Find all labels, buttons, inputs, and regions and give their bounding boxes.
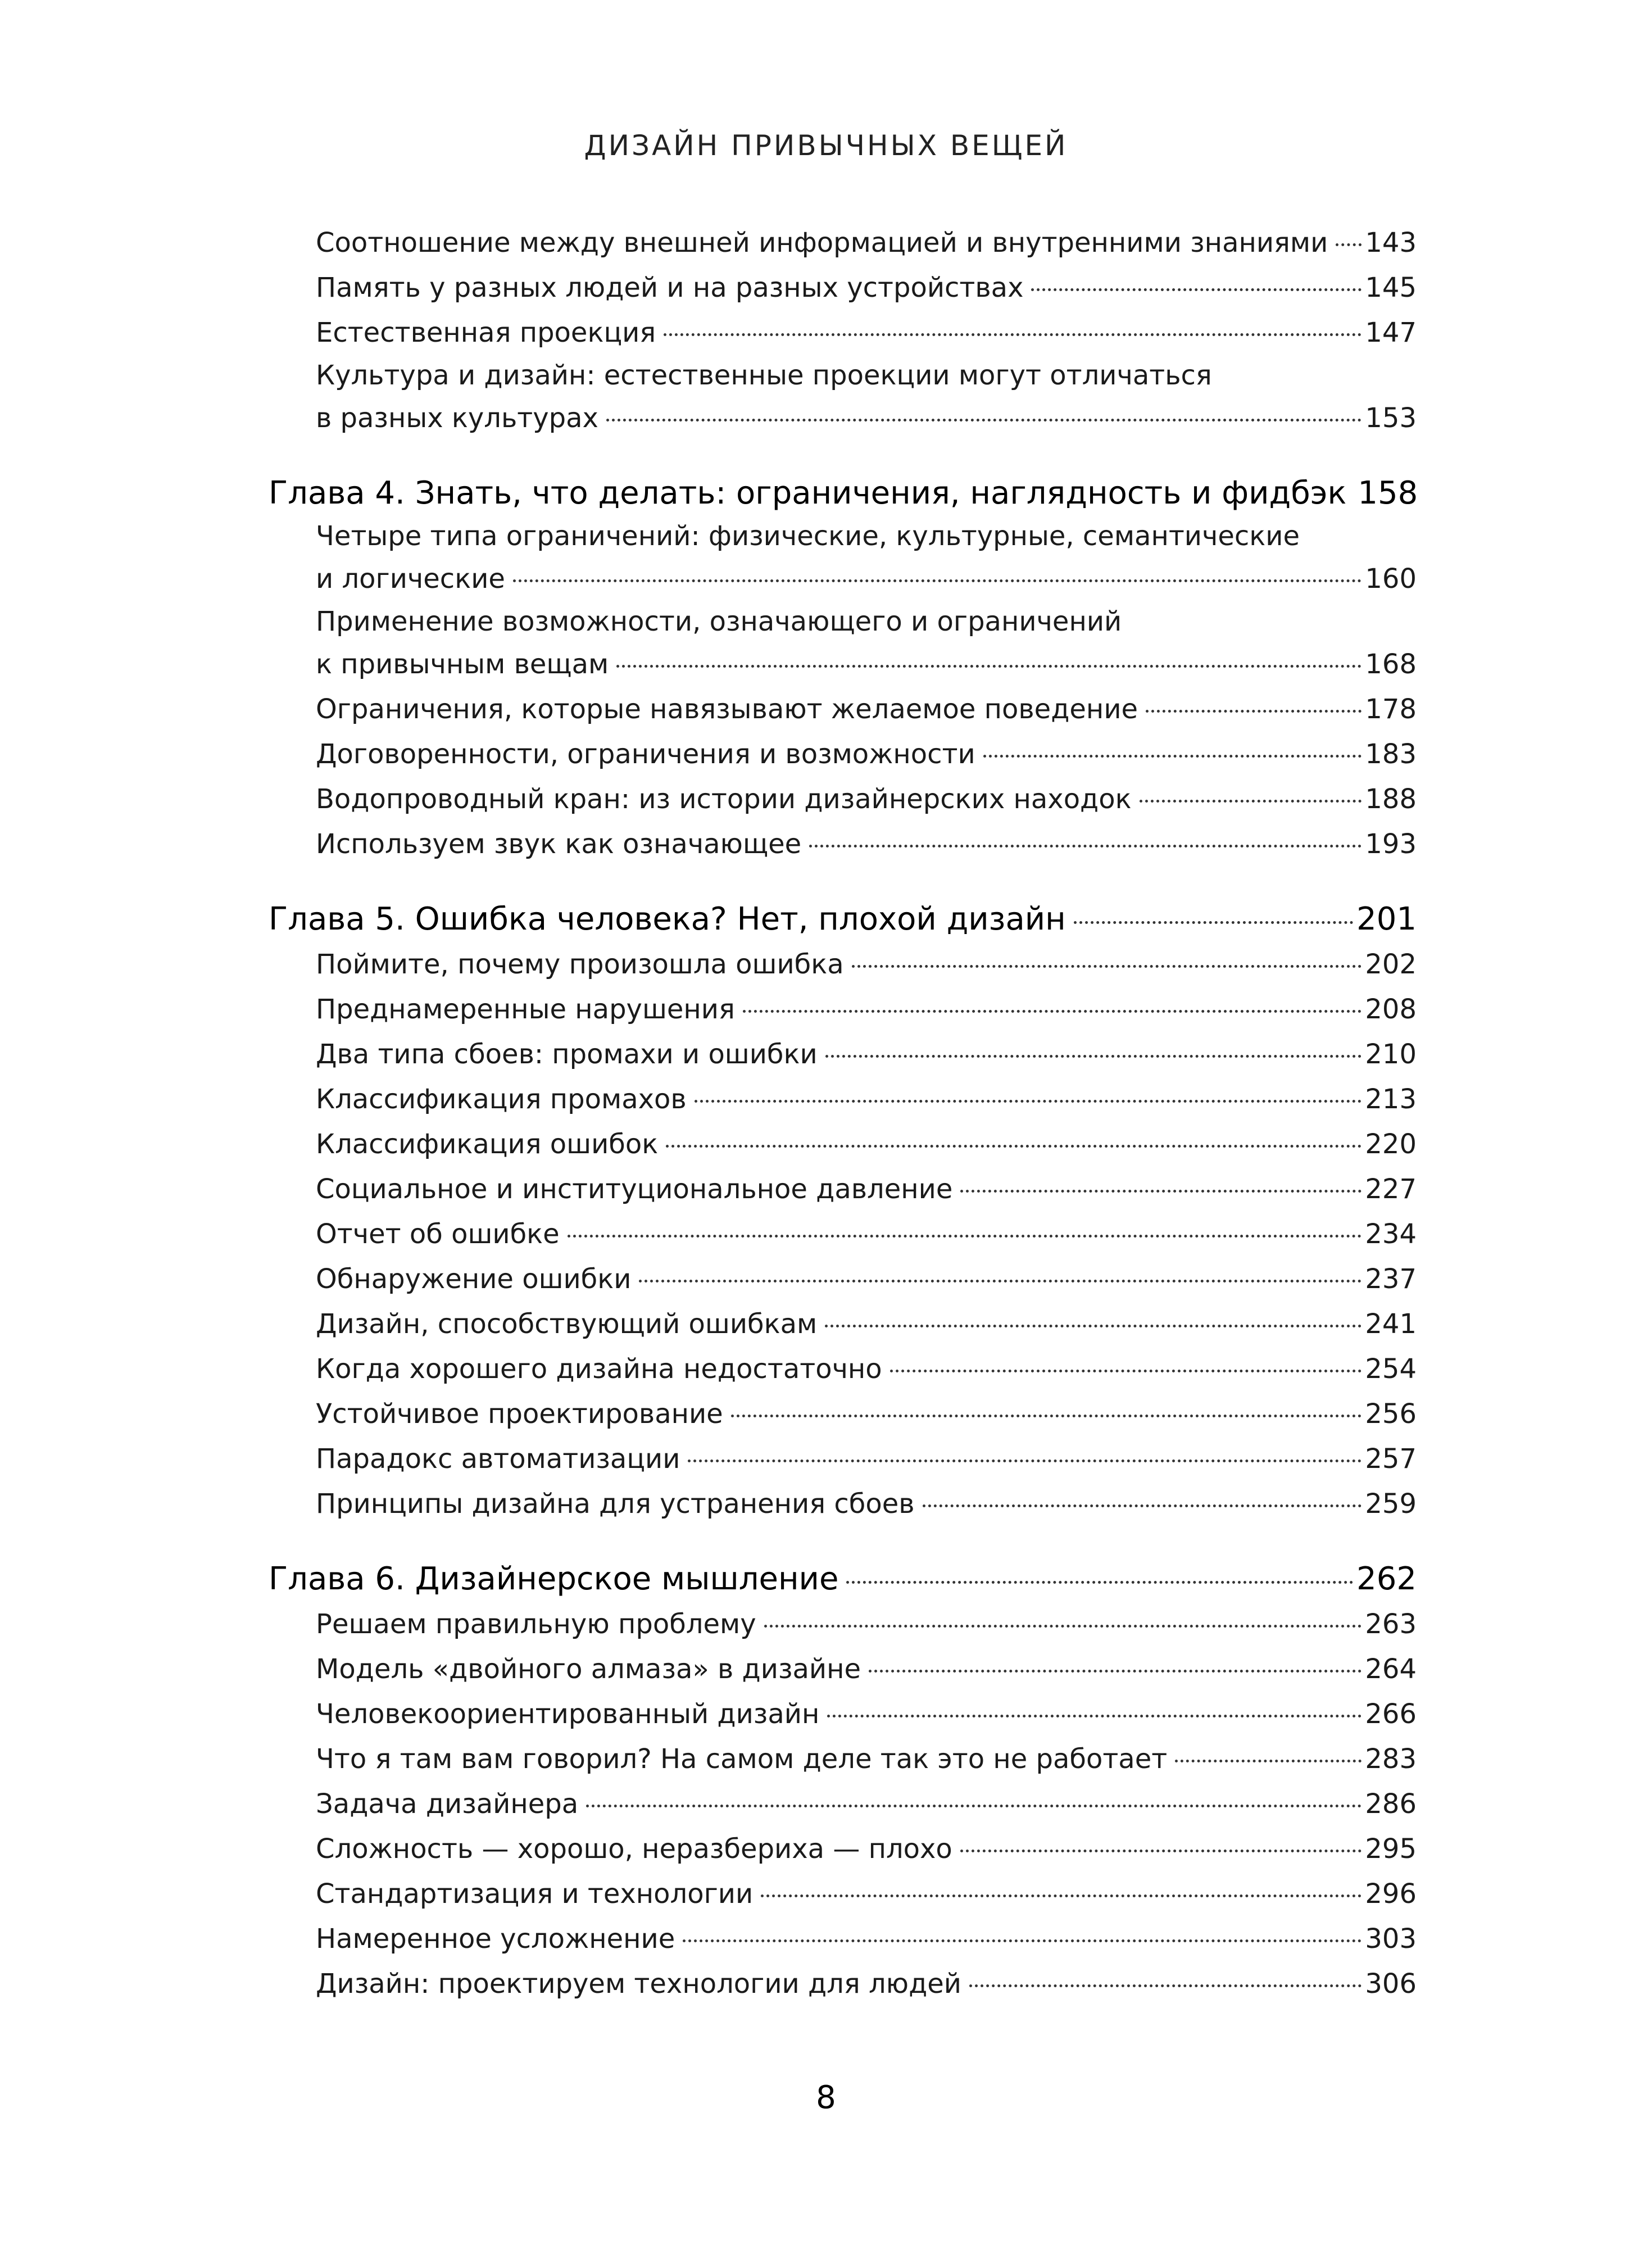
toc-entry-title: Классификация ошибок (316, 1128, 659, 1160)
toc-entry[interactable] (269, 1737, 1417, 1782)
toc-entry-title: Парадокс автоматизации (316, 1443, 680, 1475)
toc-entry-title: Поймите, почему произошла ошибка (316, 949, 844, 980)
toc-entry-page: 254 (1365, 1353, 1417, 1385)
toc-entry-page: 306 (1365, 1968, 1417, 2000)
running-title: ДИЗАЙН ПРИВЫЧНЫХ ВЕЩЕЙ (584, 129, 1068, 162)
toc-entry-page: 210 (1365, 1039, 1417, 1070)
dot-leader (1074, 921, 1353, 924)
dot-leader (1140, 800, 1362, 803)
toc-entry[interactable] (269, 1692, 1417, 1737)
toc-entry-title: Решаем правильную проблему (316, 1608, 756, 1640)
toc-chapter-4[interactable] (269, 471, 1417, 516)
toc-entry[interactable] (269, 220, 1417, 265)
toc-entry-page: 237 (1365, 1263, 1417, 1295)
toc-entry-title-line1: Четыре типа ограничений: физические, культурные, семантические (316, 520, 1300, 552)
toc-entry[interactable] (269, 942, 1417, 987)
dot-leader (695, 1100, 1362, 1103)
dot-leader (1146, 710, 1361, 713)
toc-entry-title: и логические (316, 563, 505, 595)
dot-leader (825, 1055, 1362, 1058)
toc-entry[interactable] (269, 1257, 1417, 1302)
toc-entry[interactable] (269, 516, 1417, 601)
dot-leader (606, 419, 1361, 422)
toc-entry-title: Отчет об ошибке (316, 1218, 560, 1250)
toc-entry-page: 283 (1365, 1743, 1417, 1775)
toc-entry-title: Классификация промахов (316, 1084, 687, 1115)
toc-entry[interactable] (269, 310, 1417, 355)
chapter-title: Глава 5. Ошибка человека? Нет, плохой дизайн (269, 901, 1066, 937)
chapter-page: 158 (1358, 475, 1418, 511)
toc-entry[interactable] (269, 1167, 1417, 1212)
toc-entry[interactable] (269, 1602, 1417, 1647)
toc-entry-title: Когда хорошего дизайна недостаточно (316, 1353, 882, 1385)
toc-entry-page: 296 (1365, 1878, 1417, 1910)
toc-entry-title: Соотношение между внешней информацией и внутренними знаниями (316, 227, 1328, 259)
toc-entry-page: 227 (1365, 1173, 1417, 1205)
toc-entry[interactable] (269, 1077, 1417, 1122)
toc-entry-page: 143 (1365, 227, 1417, 259)
toc-entry-page: 202 (1365, 949, 1417, 980)
toc-entry-page: 266 (1365, 1698, 1417, 1730)
dot-leader (683, 1939, 1361, 1942)
dot-leader (764, 1625, 1362, 1628)
toc-entry-page: 220 (1365, 1128, 1417, 1160)
chapter-title: Глава 6. Дизайнерское мышление (269, 1561, 839, 1597)
chapter-title: Глава 4. Знать, что делать: ограничения, наглядность и фидбэк (269, 475, 1347, 511)
toc-entry[interactable] (269, 1961, 1417, 2006)
toc-entry-page: 183 (1365, 738, 1417, 770)
dot-leader (960, 1850, 1362, 1852)
dot-leader (1175, 1760, 1361, 1762)
dot-leader (1031, 288, 1361, 291)
dot-leader (568, 1235, 1362, 1238)
chapter-page: 262 (1356, 1561, 1417, 1597)
toc-entry-page: 259 (1365, 1488, 1417, 1520)
toc-entry-page: 241 (1365, 1308, 1417, 1340)
dot-leader (827, 1715, 1361, 1717)
toc-entry-title: Принципы дизайна для устранения сбоев (316, 1488, 915, 1520)
toc-entry[interactable] (269, 1916, 1417, 1961)
dot-leader (688, 1460, 1361, 1462)
toc-entry[interactable] (269, 1871, 1417, 1916)
toc-entry[interactable] (269, 1122, 1417, 1167)
dot-leader (664, 333, 1361, 336)
toc-chapter-5[interactable] (269, 897, 1417, 942)
dot-leader (616, 665, 1361, 668)
toc-chapter-6[interactable] (269, 1557, 1417, 1602)
toc-entry[interactable] (269, 732, 1417, 777)
toc-entry[interactable] (269, 355, 1417, 441)
toc-entry-page: 295 (1365, 1833, 1417, 1865)
toc-entry[interactable] (269, 1302, 1417, 1347)
toc-entry-page: 263 (1365, 1608, 1417, 1640)
dot-leader (890, 1370, 1362, 1372)
dot-leader (983, 755, 1362, 758)
toc-entry-page: 193 (1365, 828, 1417, 860)
toc-entry-title: Социальное и институциональное давление (316, 1173, 953, 1205)
dot-leader (923, 1504, 1362, 1507)
dot-leader (960, 1190, 1361, 1193)
dot-leader (513, 579, 1361, 582)
toc-entry-title: Человекоориентированный дизайн (316, 1698, 820, 1730)
toc-entry-page: 160 (1365, 563, 1417, 595)
toc-entry-page: 208 (1365, 994, 1417, 1025)
dot-leader (969, 1984, 1361, 1987)
toc-entry[interactable] (269, 1032, 1417, 1077)
toc-entry[interactable] (269, 265, 1417, 310)
toc-entry-title: в разных культурах (316, 402, 598, 434)
toc-entry-title: Намеренное усложнение (316, 1923, 675, 1955)
toc-entry[interactable] (269, 1827, 1417, 1871)
dot-leader (846, 1581, 1353, 1584)
dot-leader (666, 1145, 1361, 1148)
toc-entry-page: 256 (1365, 1398, 1417, 1430)
toc-entry-title: Ограничения, которые навязывают желаемое поведение (316, 694, 1138, 725)
toc-entry-page: 234 (1365, 1218, 1417, 1250)
toc-entry-title: Задача дизайнера (316, 1788, 579, 1820)
toc-entry[interactable] (269, 687, 1417, 732)
toc-entry-title: Обнаружение ошибки (316, 1263, 632, 1295)
toc-entry[interactable] (269, 1481, 1417, 1526)
toc-entry-title: Договоренности, ограничения и возможности (316, 738, 975, 770)
toc-entry-page: 147 (1365, 317, 1417, 348)
toc-entry-page: 264 (1365, 1653, 1417, 1685)
dot-leader (825, 1325, 1361, 1327)
toc-entry[interactable] (269, 1347, 1417, 1392)
toc-entry[interactable] (269, 1647, 1417, 1692)
dot-leader (852, 965, 1362, 968)
toc-entry-title-line1: Применение возможности, означающего и ограничений (316, 606, 1122, 637)
dot-leader (869, 1670, 1361, 1673)
toc-entry-page: 168 (1365, 649, 1417, 680)
toc-entry-title-line1: Культура и дизайн: естественные проекции могут отличаться (316, 360, 1212, 391)
toc-entry-page: 257 (1365, 1443, 1417, 1475)
dot-leader (731, 1415, 1362, 1417)
toc-entry[interactable] (269, 987, 1417, 1032)
toc-entry-title: к привычным вещам (316, 649, 609, 680)
table-of-contents (269, 220, 1417, 2006)
toc-entry-title: Используем звук как означающее (316, 828, 802, 860)
toc-entry-title: Дизайн: проектируем технологии для людей (316, 1968, 961, 2000)
toc-entry-title: Дизайн, способствующий ошибкам (316, 1308, 818, 1340)
toc-entry[interactable] (269, 1436, 1417, 1481)
toc-entry-page: 286 (1365, 1788, 1417, 1820)
toc-entry-title: Естественная проекция (316, 317, 656, 348)
dot-leader (761, 1895, 1361, 1897)
page-number: 8 (816, 2079, 836, 2116)
toc-entry-title: Память у разных людей и на разных устройствах (316, 272, 1024, 303)
toc-entry-title: Преднамеренные нарушения (316, 994, 735, 1025)
toc-entry[interactable] (269, 1212, 1417, 1257)
toc-entry[interactable] (269, 822, 1417, 867)
dot-leader (639, 1280, 1361, 1282)
toc-entry[interactable] (269, 1782, 1417, 1827)
dot-leader (586, 1805, 1361, 1807)
toc-entry-title: Что я там вам говорил? На самом деле так это не работает (316, 1743, 1168, 1775)
dot-leader (809, 845, 1361, 847)
toc-entry-title: Два типа сбоев: промахи и ошибки (316, 1039, 818, 1070)
toc-entry-title: Устойчивое проектирование (316, 1398, 723, 1430)
toc-entry[interactable] (269, 601, 1417, 687)
toc-entry-title: Сложность — хорошо, неразбериха — плохо (316, 1833, 952, 1865)
toc-entry-page: 178 (1365, 694, 1417, 725)
toc-entry-page: 303 (1365, 1923, 1417, 1955)
toc-entry-page: 213 (1365, 1084, 1417, 1115)
toc-entry-page: 145 (1365, 272, 1417, 303)
toc-entry-title: Водопроводный кран: из истории дизайнерских находок (316, 783, 1132, 815)
dot-leader (1336, 243, 1361, 246)
dot-leader (743, 1010, 1362, 1013)
toc-entry-page: 188 (1365, 783, 1417, 815)
chapter-page: 201 (1356, 901, 1417, 937)
toc-entry-title: Модель «двойного алмаза» в дизайне (316, 1653, 861, 1685)
toc-entry[interactable] (269, 777, 1417, 822)
toc-entry[interactable] (269, 1392, 1417, 1436)
toc-entry-page: 153 (1365, 402, 1417, 434)
toc-entry-title: Стандартизация и технологии (316, 1878, 754, 1910)
